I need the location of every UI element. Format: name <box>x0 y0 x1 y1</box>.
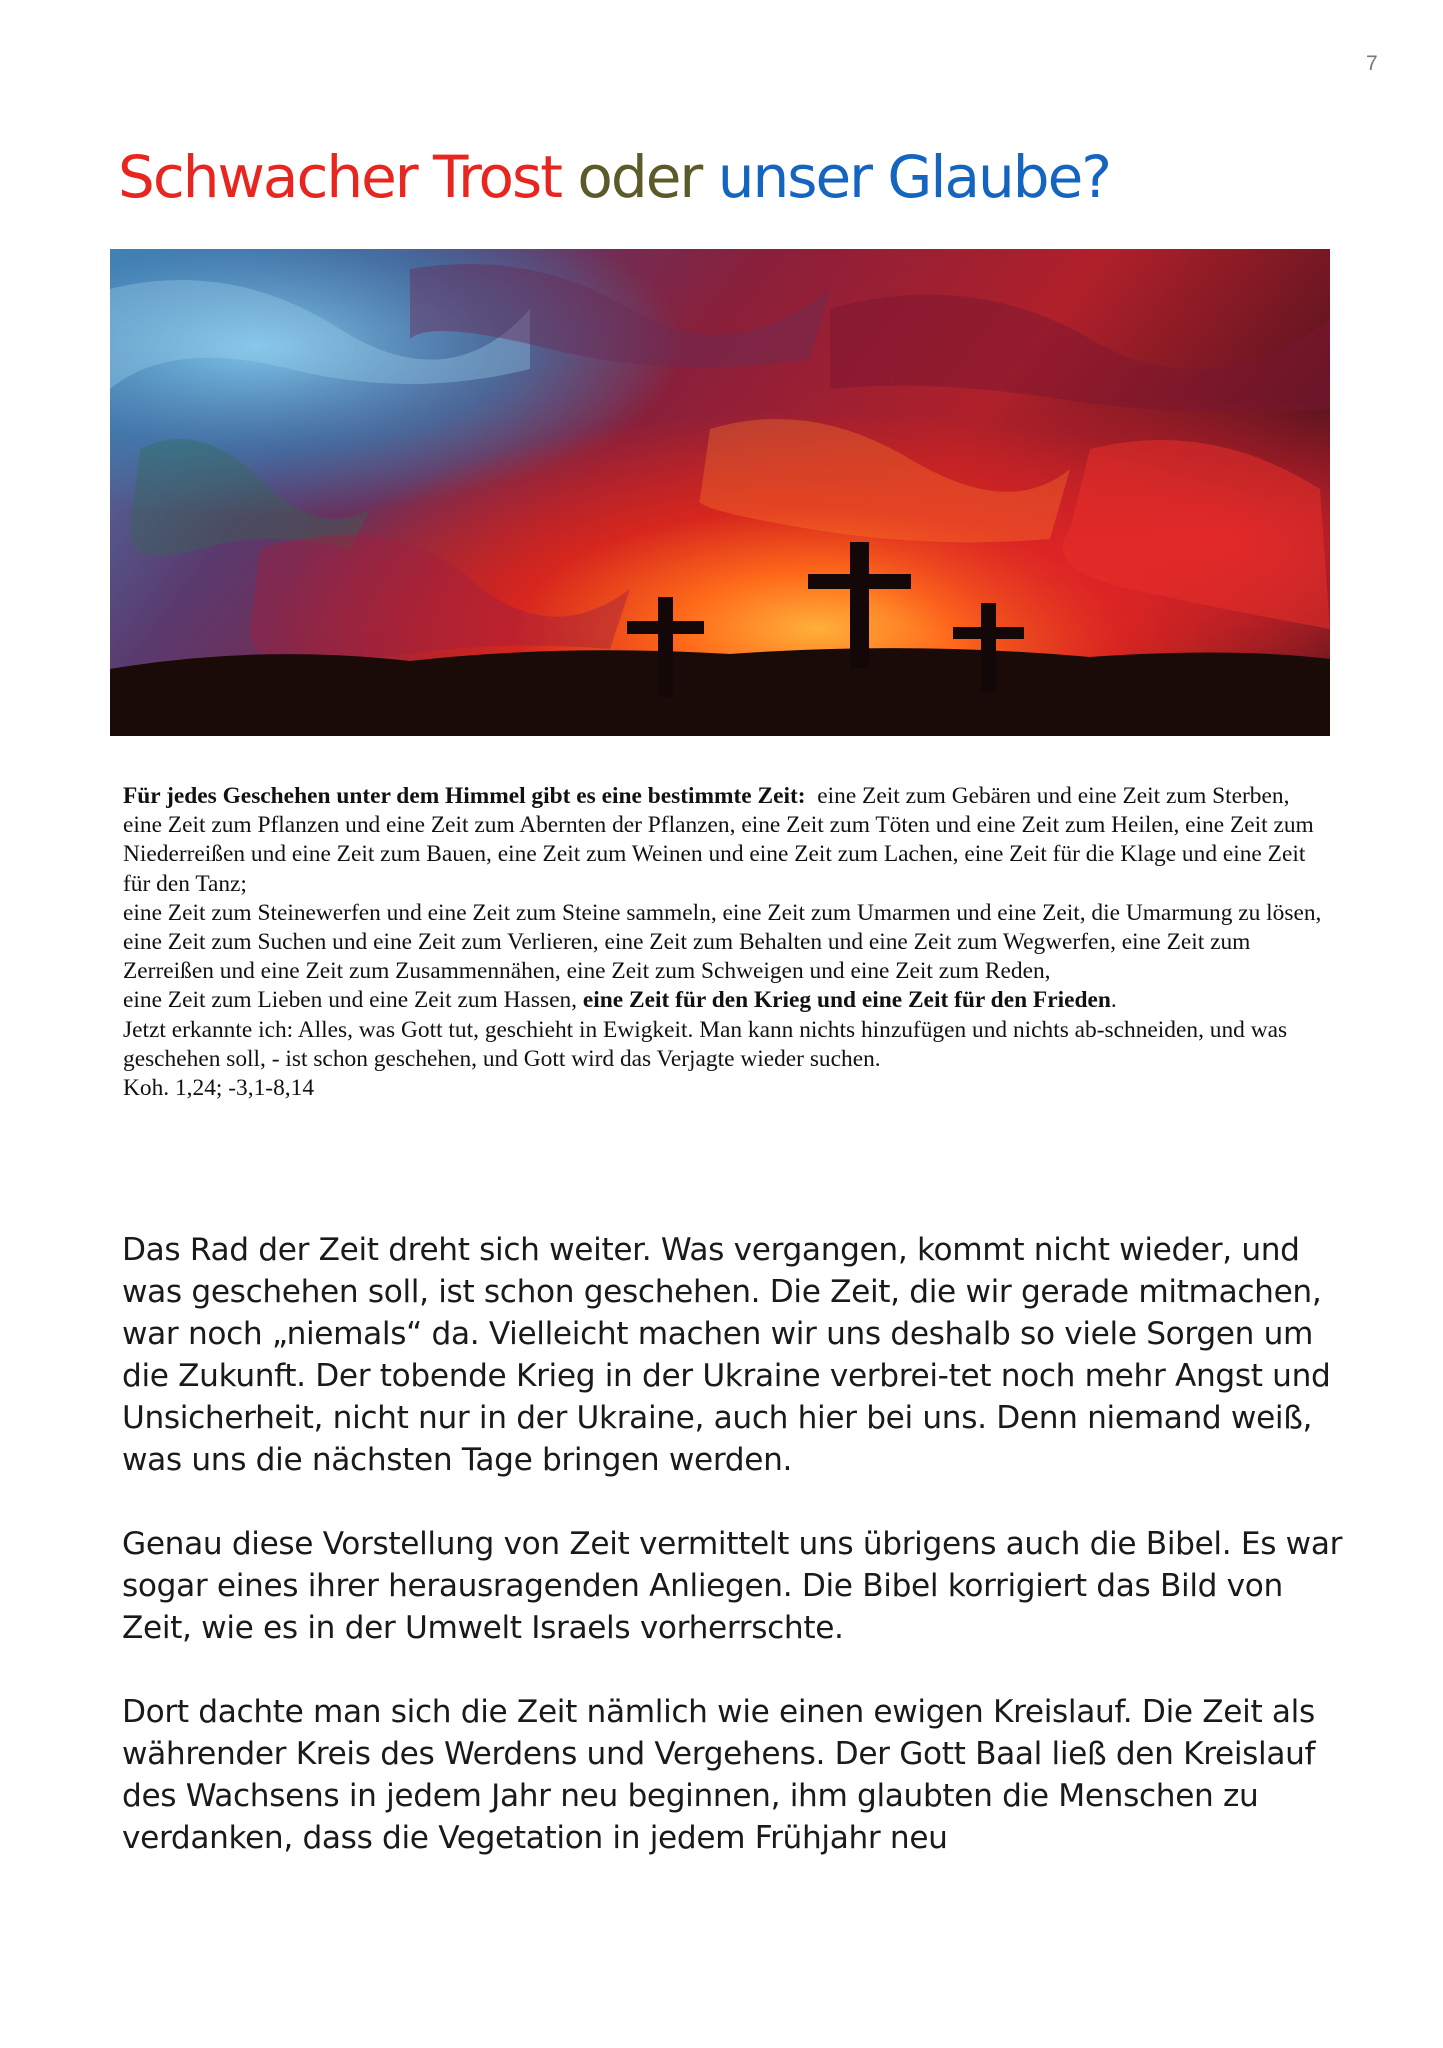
title-part-unser-glaube: unser Glaube? <box>717 143 1111 211</box>
page-number: 7 <box>1366 52 1378 75</box>
scripture-paragraph <box>123 986 1328 1015</box>
scripture-paragraph <box>123 899 1328 928</box>
body-paragraph: Das Rad der Zeit dreht sich weiter. Was vergangen, kommt nicht wieder, und was geschehen soll, ist schon geschehen. Die Zeit, die wir gerade mitmachen, war noch „niemals“ da. Vielleicht machen wir uns deshalb so viele Sorgen um die Zukunft. Der tobende Krieg in der Ukraine verbrei-tet noch mehr Angst und Unsicherheit, nicht nur in der Ukraine, auch hier bei uns. Denn niemand weiß, was uns die nächsten Tage bringen werden. <box>122 1232 1331 1478</box>
scripture-line: eine Zeit zum Steinewerfen und eine Zeit zum Steine sammeln, eine Zeit zum Umarmen und eine Zeit, die Umarmung zu lösen, <box>123 899 1322 926</box>
scripture-reference: Koh. 1,24; -3,1-8,14 <box>123 1075 315 1102</box>
hero-image <box>110 249 1330 736</box>
title-part-oder: oder <box>577 143 702 211</box>
scripture-paragraph <box>123 928 1328 986</box>
scripture-emphasis: eine Zeit für den Krieg und eine Zeit für den Frieden <box>582 987 1111 1014</box>
body-text <box>122 1229 1352 1859</box>
scripture-paragraph <box>123 782 1328 899</box>
scripture-line: Jetzt erkannte ich: Alles, was Gott tut, geschieht in Ewigkeit. Man kann nichts hinzufügen und nichts ab-schneiden, und was geschehen soll, - ist schon geschehen, und Gott wird das Verjagte wieder suchen. <box>123 1016 1288 1072</box>
scripture-paragraph <box>123 1016 1328 1074</box>
scripture-line: eine Zeit zum Suchen und eine Zeit zum Verlieren, eine Zeit zum Behalten und eine Zeit zum Wegwerfen, eine Zeit zum Zerreißen und eine Zeit zum Zusammennähen, eine Zeit zum Schweigen und eine Zeit zum Reden, <box>123 929 1251 985</box>
scripture-lead: Für jedes Geschehen unter dem Himmel gibt es eine bestimmte Zeit: <box>123 783 806 809</box>
scripture-quote <box>123 782 1328 1103</box>
scripture-line: eine Zeit zum Gebären und eine Zeit zum Sterben, eine Zeit zum Pflanzen und eine Zeit zum Abernten der Pflanzen, eine Zeit zum Töten und eine Zeit zum Heilen, eine Zeit zum Niederreißen und eine Zeit zum Bauen, eine Zeit zum Weinen und eine Zeit zum Lachen, eine Zeit für die Klage und eine Zeit für den Tanz; <box>123 783 1314 897</box>
body-paragraph: Genau diese Vorstellung von Zeit vermittelt uns übrigens auch die Bibel. Es war sogar eines ihrer herausragenden Anliegen. Die Bibel korrigiert das Bild von Zeit, wie es in der Umwelt Israels vorherrschte. <box>122 1526 1343 1646</box>
body-paragraph: Dort dachte man sich die Zeit nämlich wie einen ewigen Kreislauf. Die Zeit als währender Kreis des Werdens und Vergehens. Der Gott Baal ließ den Kreislauf des Wachsens in jedem Jahr neu beginnen, ihm glaubten die Menschen zu verdanken, dass die Vegetation in jedem Frühjahr neu <box>122 1694 1316 1856</box>
title-part-schwacher-trost: Schwacher Trost <box>118 143 561 211</box>
page-title <box>118 143 1111 211</box>
three-crosses-painting <box>110 249 1330 736</box>
scripture-punctuation: . <box>1110 987 1117 1014</box>
scripture-line: eine Zeit zum Lieben und eine Zeit zum Hassen, <box>123 987 578 1014</box>
